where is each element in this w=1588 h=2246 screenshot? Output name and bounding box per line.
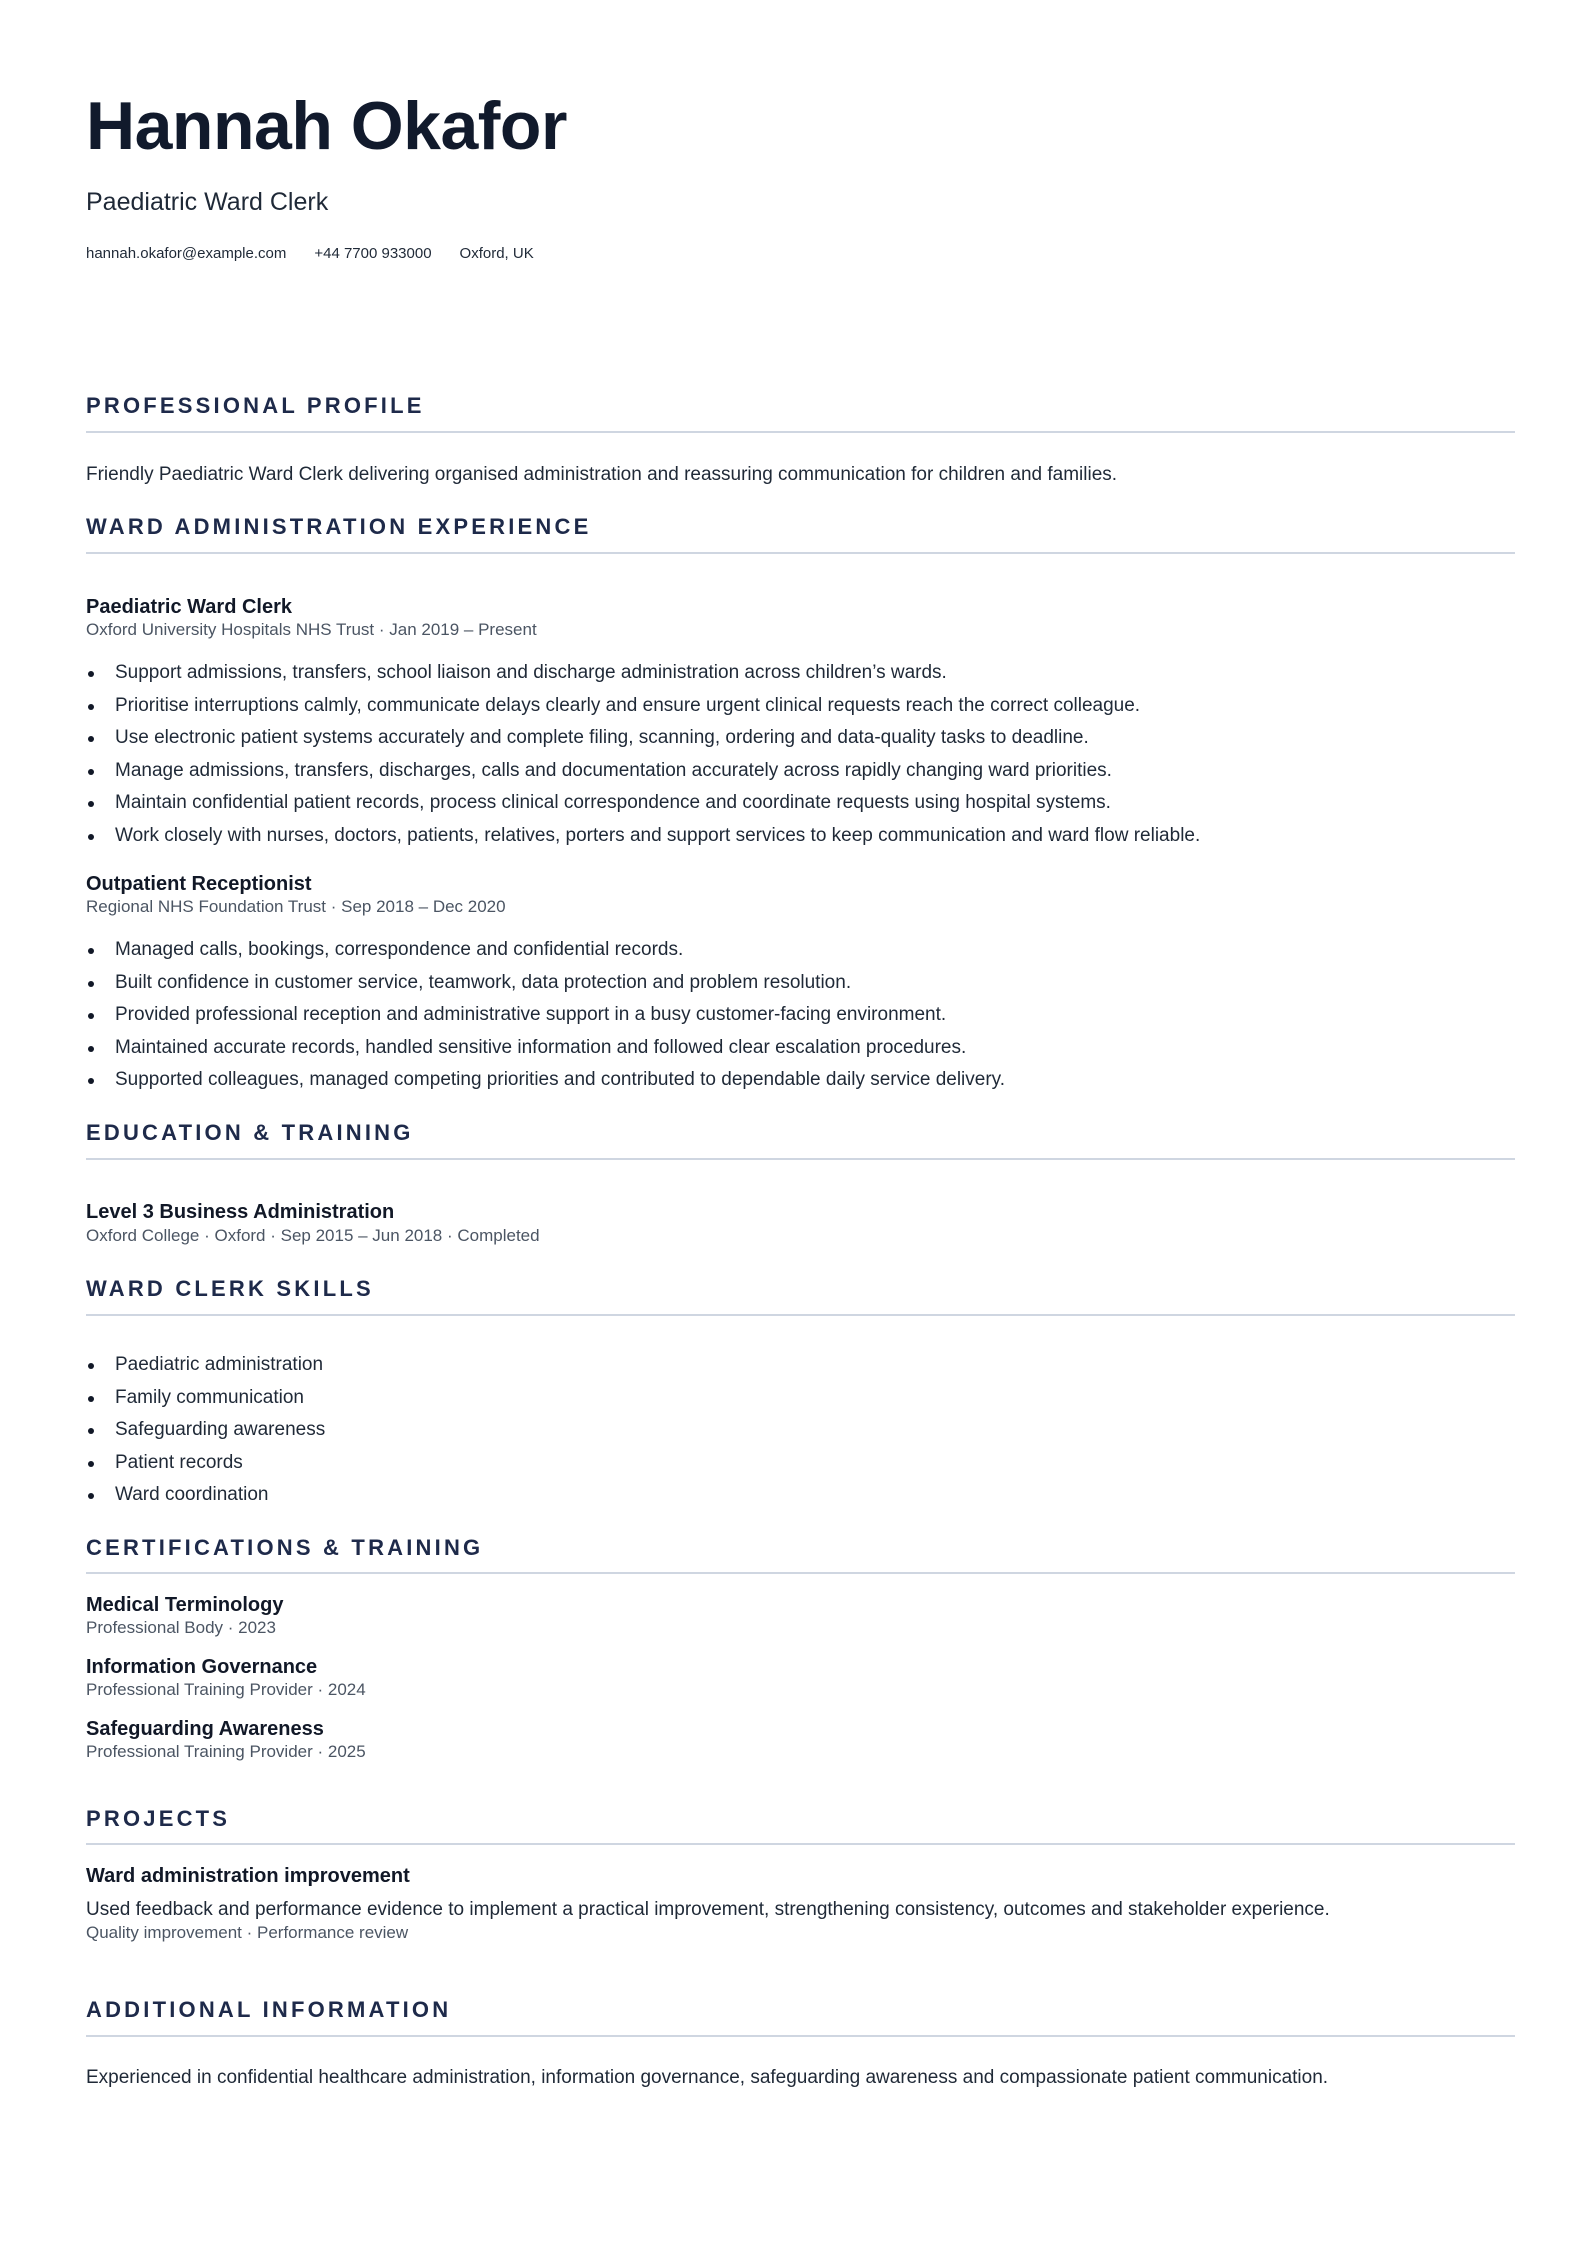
job-bullet-list — [86, 657, 1200, 852]
skill-item: Ward coordination — [86, 1479, 325, 1512]
skill-item: Paediatric administration — [86, 1349, 325, 1382]
contact-phone: +44 7700 933000 — [314, 245, 432, 262]
section-divider — [86, 1314, 1515, 1316]
job-bullet: Support admissions, transfers, school liaison and discharge administration across children’s wards. — [86, 657, 1200, 690]
certification-meta: Professional Body · 2023 — [86, 1618, 276, 1637]
job-bullet: Provided professional reception and administrative support in a busy customer-facing environment. — [86, 999, 1005, 1032]
profile-summary: Friendly Paediatric Ward Clerk delivering organised administration and reassuring communication for children and families. — [86, 464, 1118, 485]
candidate-name: Hannah Okafor — [86, 88, 567, 164]
job-bullet: Managed calls, bookings, correspondence and confidential records. — [86, 934, 1005, 967]
contact-location: Oxford, UK — [459, 245, 534, 262]
certification-title: Safeguarding Awareness — [86, 1718, 324, 1740]
certification-title: Information Governance — [86, 1656, 318, 1678]
project-title: Ward administration improvement — [86, 1865, 410, 1887]
candidate-headline: Paediatric Ward Clerk — [86, 188, 329, 216]
additional-text: Experienced in confidential healthcare administration, information governance, safeguarding awareness and compassionate patient communication. — [86, 2067, 1329, 2088]
job-meta: Oxford University Hospitals NHS Trust · Jan 2019 – Present — [86, 620, 537, 639]
section-title-additional: ADDITIONAL INFORMATION — [86, 1997, 452, 2022]
job-bullet-list — [86, 934, 1005, 1097]
section-divider — [86, 1572, 1515, 1574]
section-divider — [86, 1158, 1515, 1160]
job-bullet: Prioritise interruptions calmly, communicate delays clearly and ensure urgent clinical requests reach the correct colleague. — [86, 690, 1200, 723]
education-meta: Oxford College · Oxford · Sep 2015 – Jun 2018 · Completed — [86, 1226, 540, 1245]
section-title-certifications: CERTIFICATIONS & TRAINING — [86, 1535, 484, 1560]
section-title-profile: PROFESSIONAL PROFILE — [86, 393, 425, 418]
section-divider — [86, 1843, 1515, 1845]
job-title: Outpatient Receptionist — [86, 873, 312, 895]
job-bullet: Work closely with nurses, doctors, patients, relatives, porters and support services to keep communication and ward flow reliable. — [86, 820, 1200, 853]
skill-item: Patient records — [86, 1447, 325, 1480]
section-divider — [86, 431, 1515, 433]
contact-email: hannah.okafor@example.com — [86, 245, 287, 262]
skill-item: Safeguarding awareness — [86, 1414, 325, 1447]
skill-item: Family communication — [86, 1382, 325, 1415]
job-bullet: Manage admissions, transfers, discharges, calls and documentation accurately across rapidly changing ward priorities. — [86, 755, 1200, 788]
contact-line — [86, 246, 562, 261]
section-title-education: EDUCATION & TRAINING — [86, 1120, 414, 1145]
project-description: Used feedback and performance evidence to implement a practical improvement, strengthening consistency, outcomes and stakeholder experience. — [86, 1899, 1330, 1920]
section-title-experience: WARD ADMINISTRATION EXPERIENCE — [86, 514, 592, 539]
section-divider — [86, 552, 1515, 554]
certification-meta: Professional Training Provider · 2025 — [86, 1742, 366, 1761]
job-bullet: Maintain confidential patient records, process clinical correspondence and coordinate requests using hospital systems. — [86, 787, 1200, 820]
education-title: Level 3 Business Administration — [86, 1201, 395, 1223]
section-title-projects: PROJECTS — [86, 1806, 231, 1831]
job-title: Paediatric Ward Clerk — [86, 596, 293, 618]
certification-meta: Professional Training Provider · 2024 — [86, 1680, 366, 1699]
certification-title: Medical Terminology — [86, 1594, 284, 1616]
skills-list — [86, 1349, 325, 1512]
job-bullet: Use electronic patient systems accurately and complete filing, scanning, ordering and data-quality tasks to deadline. — [86, 722, 1200, 755]
job-meta: Regional NHS Foundation Trust · Sep 2018 – Dec 2020 — [86, 897, 506, 916]
job-bullet: Supported colleagues, managed competing priorities and contributed to dependable daily service delivery. — [86, 1064, 1005, 1097]
section-title-skills: WARD CLERK SKILLS — [86, 1276, 374, 1301]
job-bullet: Built confidence in customer service, teamwork, data protection and problem resolution. — [86, 967, 1005, 1000]
job-bullet: Maintained accurate records, handled sensitive information and followed clear escalation procedures. — [86, 1032, 1005, 1065]
section-divider — [86, 2035, 1515, 2037]
project-tags: Quality improvement · Performance review — [86, 1923, 409, 1942]
